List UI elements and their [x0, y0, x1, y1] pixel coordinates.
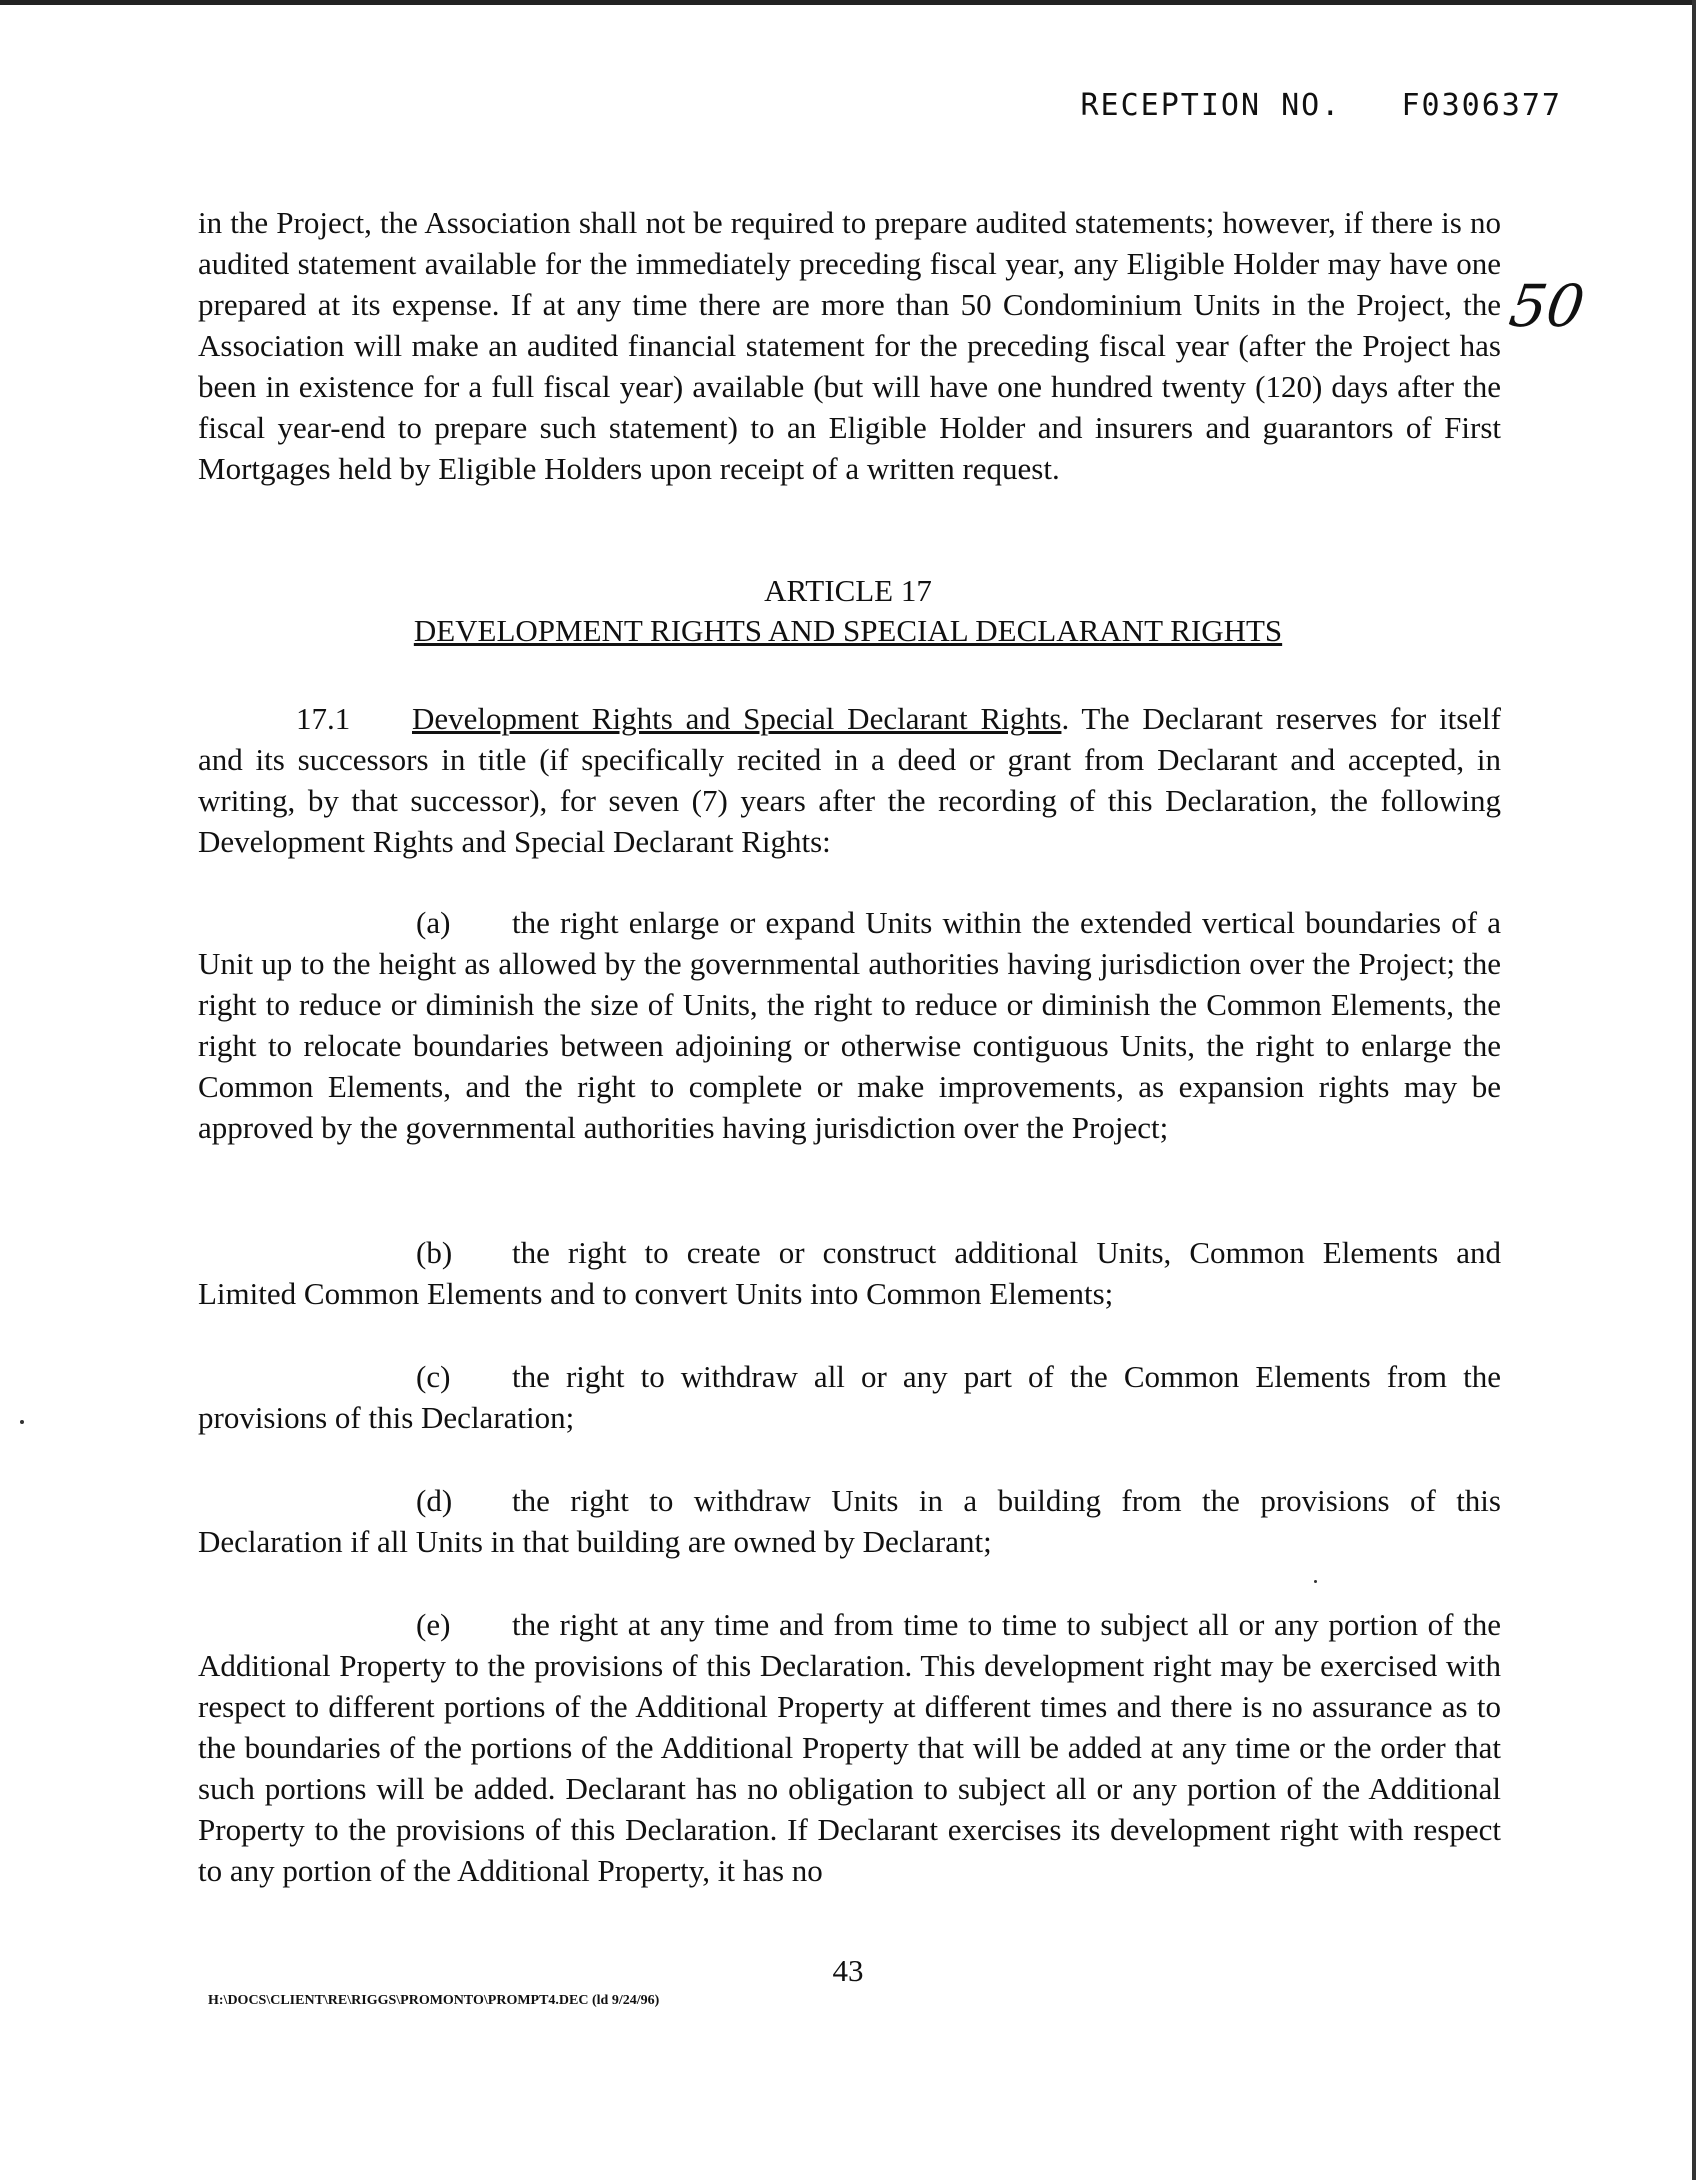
scan-edge-right: [1692, 0, 1696, 2180]
footer-file-path: H:\DOCS\CLIENT\RE\RIGGS\PROMONTO\PROMPT4.DEC (ld 9/24/96): [208, 1993, 660, 2008]
list-item-label: (a): [416, 905, 451, 940]
list-item-label: (c): [416, 1359, 451, 1394]
list-item-e: [198, 1604, 1501, 1891]
list-item-text: the right to withdraw all or any part of the Common Elements from the provisions of this Declaration;: [198, 1359, 1501, 1435]
reception-label: RECEPTION NO.: [1080, 88, 1342, 123]
paragraph-continuation: in the Project, the Association shall not be required to prepare audited statements; however, if there is no audited statement available for the immediately preceding fiscal year, any Eligible Holder may have one prepared at its expense. If at any time there are more than 50 Condominium Units in the Project, the Association will make an audited financial statement for the preceding fiscal year (after the Project has been in existence for a full fiscal year) available (but will have one hundred twenty (120) days after the fiscal year-end to prepare such statement) to an Eligible Holder and insurers and guarantors of First Mortgages held by Eligible Holders upon receipt of a written request.: [198, 205, 1501, 486]
reception-number: F0306377: [1401, 88, 1562, 123]
reception-stamp: [1081, 88, 1563, 123]
list-item-d: [198, 1480, 1501, 1562]
section-text: . The Declarant reserves for itself and its successors in title (if specifically recited in a deed or grant from Declarant and accepted, in writing, by that successor), for seven (7) years after the recording of this Declaration, the following Development Rights and Special Declarant Rights:: [198, 701, 1501, 859]
scan-speck: [20, 1420, 24, 1424]
section-heading: Development Rights and Special Declarant Rights: [412, 701, 1062, 736]
list-item-text: the right at any time and from time to time to subject all or any portion of the Additional Property to the provisions of this Declaration. This development right may be exercised with respect to different portions of the Additional Property at different times and there is no assurance as to the boundaries of the portions of the Additional Property that will be added at any time or the order that such portions will be added. Declarant has no obligation to subject all or any portion of the Additional Property to the provisions of this Declaration. If Declarant exercises its development right with respect to any portion of the Additional Property, it has no: [198, 1607, 1501, 1888]
list-item-c: [198, 1356, 1501, 1438]
article-title: DEVELOPMENT RIGHTS AND SPECIAL DECLARANT RIGHTS: [413, 613, 1283, 648]
scan-edge-top: [0, 0, 1696, 5]
article-title-wrap: [0, 613, 1696, 649]
list-item-b: [198, 1232, 1501, 1314]
list-item-label: (e): [416, 1607, 451, 1642]
list-item-a: [198, 902, 1501, 1148]
list-item-text: the right enlarge or expand Units within the extended vertical boundaries of a Unit up to the height as allowed by the governmental authorities having jurisdiction over the Project; the right to reduce or diminish the size of Units, the right to reduce or diminish the Common Elements, the right to relocate boundaries between adjoining or otherwise contiguous Units, the right to enlarge the Common Elements, and the right to complete or make improvements, as expansion rights may be approved by the governmental authorities having jurisdiction over the Project;: [198, 905, 1501, 1145]
section-17-1: [198, 698, 1501, 862]
list-item-text: the right to create or construct additional Units, Common Elements and Limited Common Elements and to convert Units into Common Elements;: [198, 1235, 1501, 1311]
section-number: 17.1: [296, 701, 351, 736]
article-number: ARTICLE 17: [764, 573, 932, 608]
list-item-text: the right to withdraw Units in a building from the provisions of this Declaration if all Units in that building are owned by Declarant;: [198, 1483, 1501, 1559]
handwritten-margin-note: 50: [1505, 272, 1589, 340]
scan-speck: [1314, 1580, 1317, 1583]
list-item-label: (d): [416, 1483, 453, 1518]
page-number: 43: [832, 1953, 864, 1988]
list-item-label: (b): [416, 1235, 453, 1270]
